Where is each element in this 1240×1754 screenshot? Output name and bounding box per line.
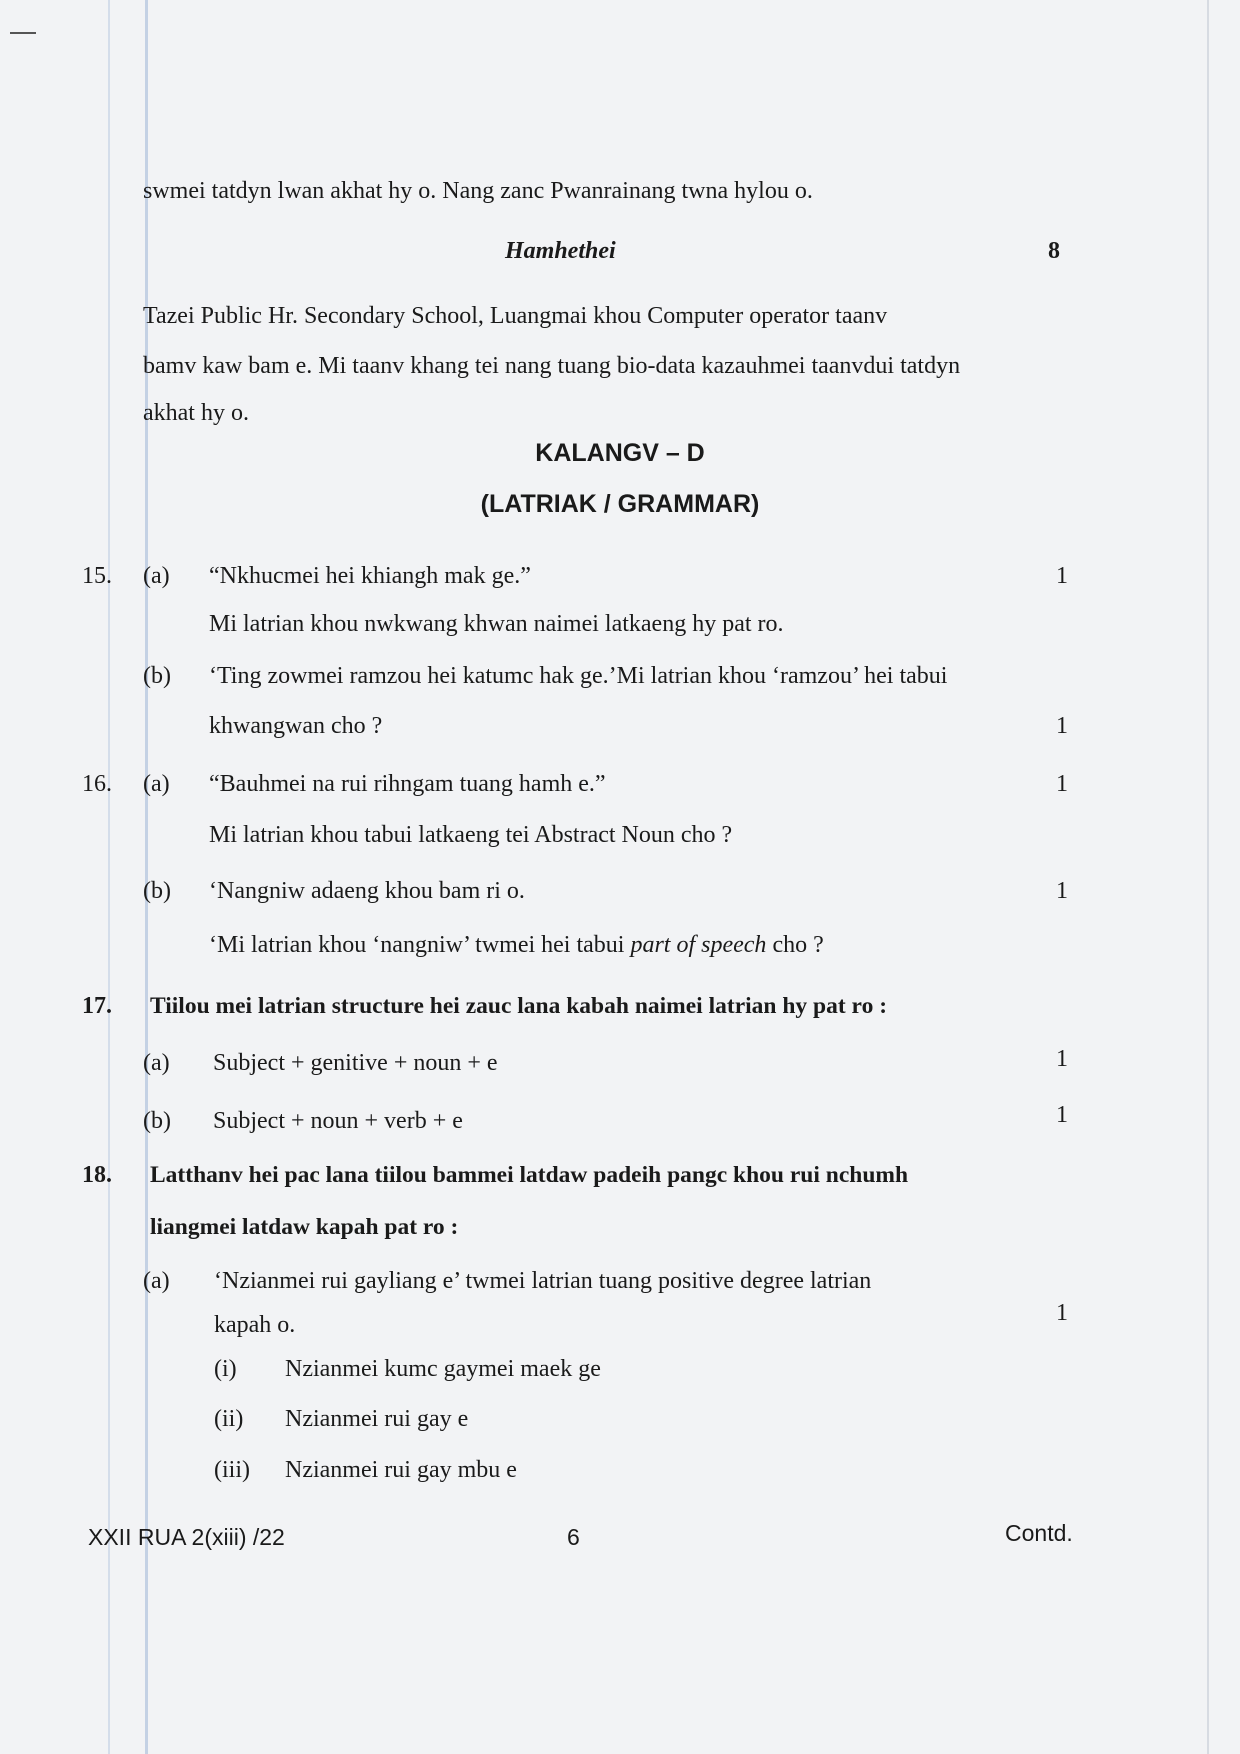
part-label: (b) bbox=[143, 1108, 171, 1134]
marks: 1 bbox=[1056, 1300, 1068, 1326]
marks: 1 bbox=[1056, 1102, 1068, 1128]
part-label: (a) bbox=[143, 1050, 170, 1076]
part-label: (a) bbox=[143, 1268, 170, 1294]
q17b-text: Subject + noun + verb + e bbox=[213, 1108, 463, 1134]
question-number: 17. bbox=[82, 993, 112, 1019]
option-label: (iii) bbox=[214, 1457, 250, 1483]
part-label: (a) bbox=[143, 563, 170, 589]
q15b-text: khwangwan cho ? bbox=[209, 713, 383, 739]
q18-text: liangmei latdaw kapah pat ro : bbox=[150, 1214, 459, 1240]
option-label: (ii) bbox=[214, 1406, 244, 1432]
intro-line: swmei tatdyn lwan akhat hy o. Nang zanc Pwanrainang twna hylou o. bbox=[143, 178, 813, 204]
option-text: Nzianmei rui gay e bbox=[285, 1406, 469, 1432]
hamhethei-title: Hamhethei bbox=[505, 238, 616, 264]
marks: 1 bbox=[1056, 878, 1068, 904]
corner-dash bbox=[10, 32, 36, 34]
marks: 1 bbox=[1056, 1046, 1068, 1072]
q15b-text: ‘Ting zowmei ramzou hei katumc hak ge.’Mi latrian khou ‘ramzou’ hei tabui bbox=[209, 663, 948, 689]
option-text: Nzianmei rui gay mbu e bbox=[285, 1457, 517, 1483]
hamhethei-marks: 8 bbox=[1048, 238, 1060, 264]
footer-contd: Contd. bbox=[1005, 1520, 1073, 1546]
q15a-text: “Nkhucmei hei khiangh mak ge.” bbox=[209, 563, 531, 589]
option-label: (i) bbox=[214, 1356, 237, 1382]
footer-page-number: 6 bbox=[567, 1524, 580, 1550]
footer-code: XXII RUA 2(xiii) /22 bbox=[88, 1524, 285, 1550]
q16a-sub: Mi latrian khou tabui latkaeng tei Abstract Noun cho ? bbox=[209, 822, 733, 848]
q16b-text: ‘Nangniw adaeng khou bam ri o. bbox=[209, 878, 525, 904]
q18a-text: ‘Nzianmei rui gayliang e’ twmei latrian tuang positive degree latrian bbox=[214, 1268, 872, 1294]
marks: 1 bbox=[1056, 771, 1068, 797]
marks: 1 bbox=[1056, 713, 1068, 739]
section-subtitle: (LATRIAK / GRAMMAR) bbox=[480, 490, 760, 518]
scan-margin-line bbox=[1207, 0, 1209, 1754]
q18a-text: kapah o. bbox=[214, 1312, 296, 1338]
paragraph-line: akhat hy o. bbox=[143, 400, 249, 426]
q17-text: Tiilou mei latrian structure hei zauc lana kabah naimei latrian hy pat ro : bbox=[150, 993, 888, 1019]
marks: 1 bbox=[1056, 563, 1068, 589]
question-number: 15. bbox=[82, 563, 112, 589]
scan-margin-line bbox=[108, 0, 110, 1754]
paragraph-line: bamv kaw bam e. Mi taanv khang tei nang tuang bio-data kazauhmei taanvdui tatdyn bbox=[143, 353, 961, 379]
question-number: 18. bbox=[82, 1162, 112, 1188]
q15a-sub: Mi latrian khou nwkwang khwan naimei latkaeng hy pat ro. bbox=[209, 611, 784, 637]
q16b-sub: ‘Mi latrian khou ‘nangniw’ twmei hei tabui part of speech cho ? bbox=[209, 932, 824, 958]
part-label: (b) bbox=[143, 878, 171, 904]
option-text: Nzianmei kumc gaymei maek ge bbox=[285, 1356, 601, 1382]
part-label: (a) bbox=[143, 771, 170, 797]
question-number: 16. bbox=[82, 771, 112, 797]
q18-text: Latthanv hei pac lana tiilou bammei latdaw padeih pangc khou rui nchumh bbox=[150, 1162, 909, 1188]
q16a-text: “Bauhmei na rui rihngam tuang hamh e.” bbox=[209, 771, 606, 797]
part-label: (b) bbox=[143, 663, 171, 689]
section-title: KALANGV – D bbox=[535, 439, 705, 467]
q17a-text: Subject + genitive + noun + e bbox=[213, 1050, 498, 1076]
paragraph-line: Tazei Public Hr. Secondary School, Luangmai khou Computer operator taanv bbox=[143, 303, 888, 329]
